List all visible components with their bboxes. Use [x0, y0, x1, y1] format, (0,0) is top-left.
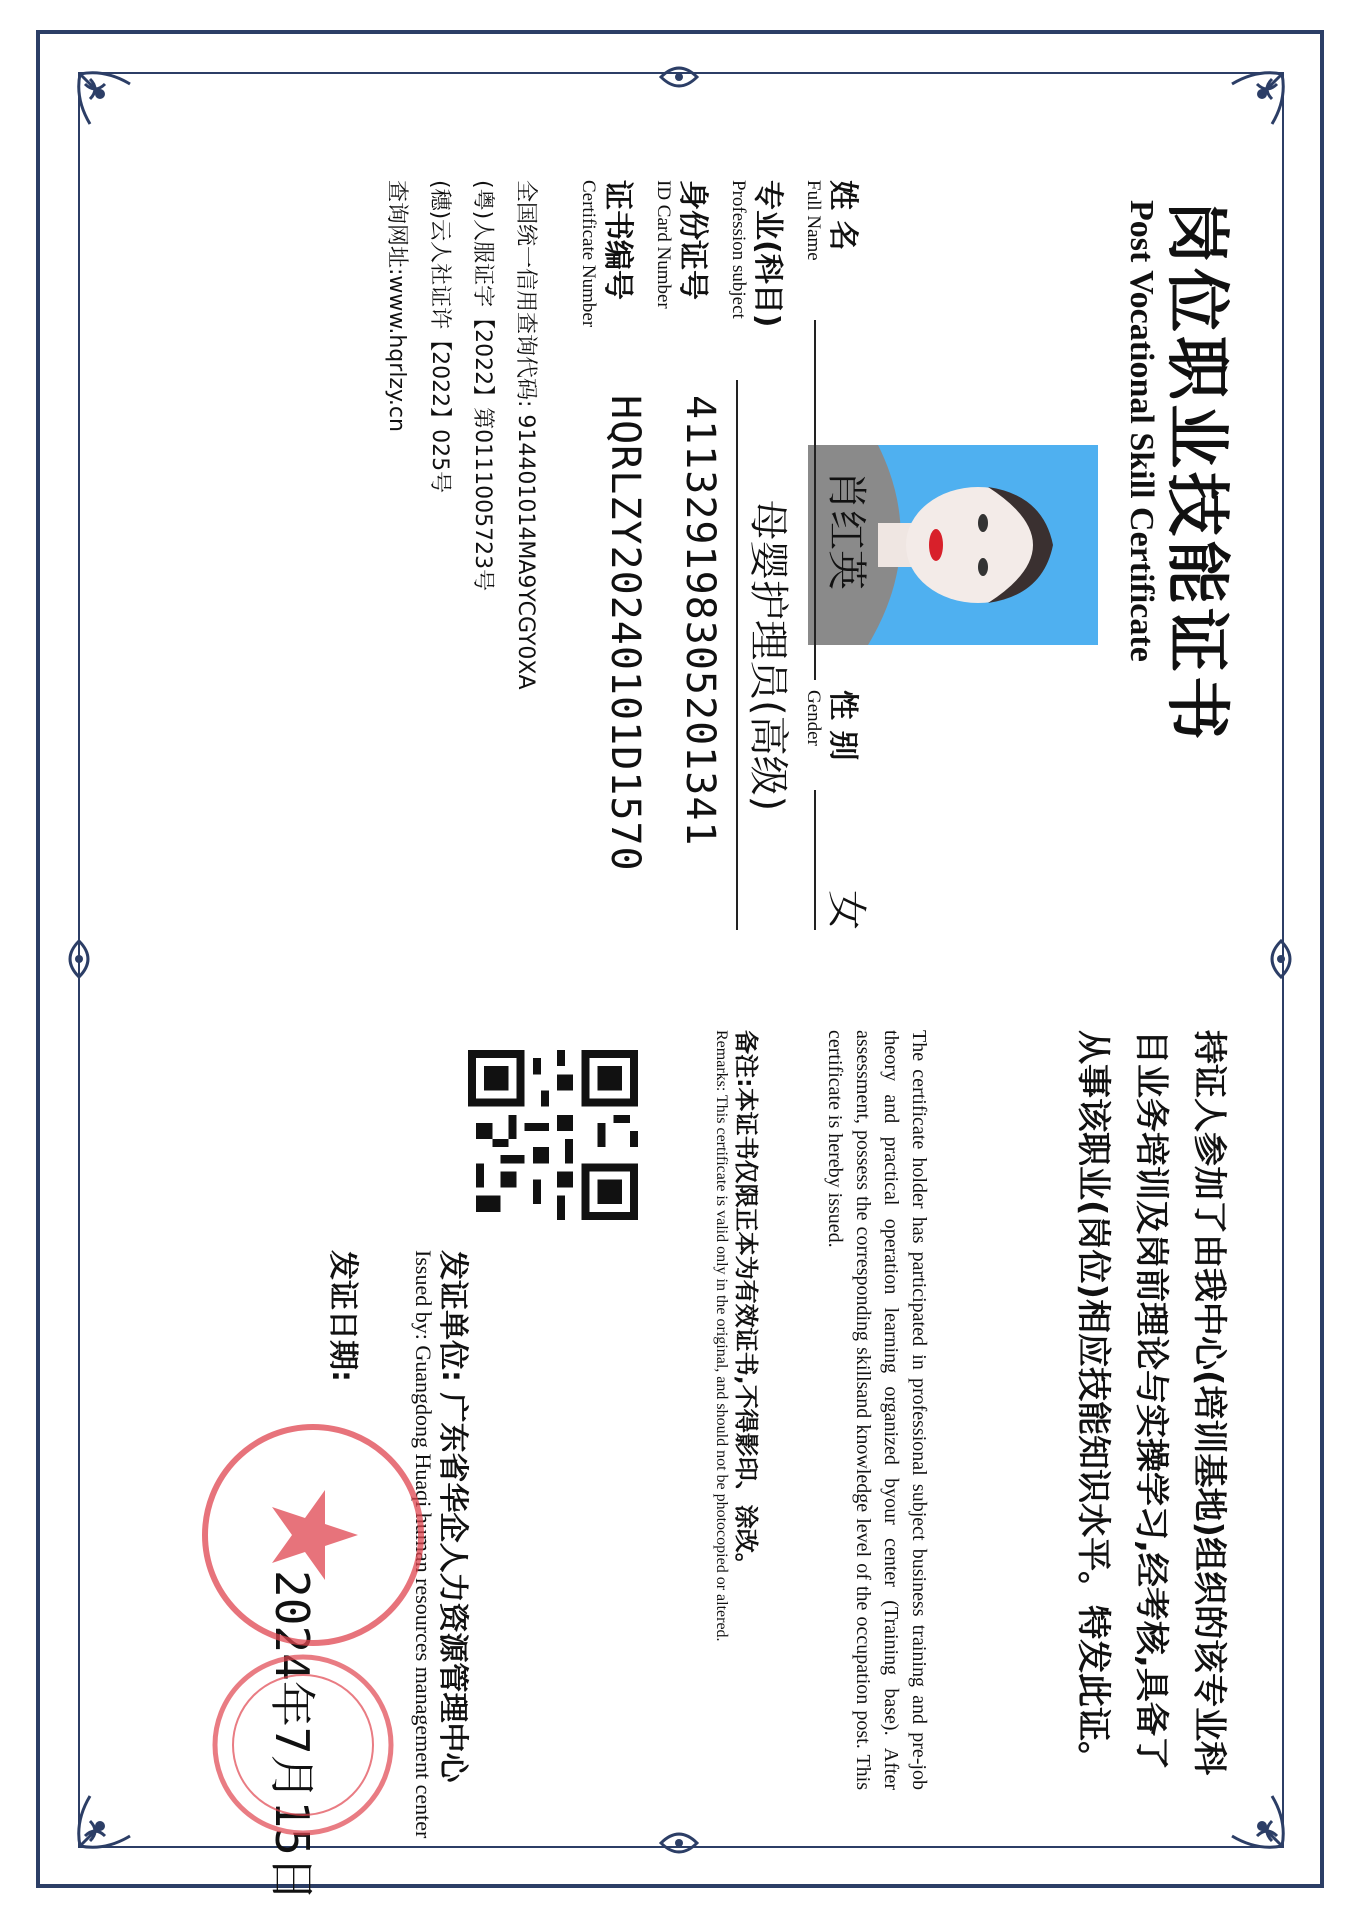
credit-code-line: 全国统一信用查询代码: 914401014MA9YCGY0XA	[513, 180, 538, 690]
license-line-2: (穗)云人社证许【2022】025号	[427, 180, 452, 494]
statement-en: The certificate holder has participated in professional subject business training and pre-job theory and practical operation learning organized byour center (Training base). After assessment, possess the corresponding skillsand knowledge level of the occupation post. This certificate is hereby issued.	[824, 1030, 930, 1790]
official-seal-icon	[208, 1650, 398, 1840]
gender-value: 女	[823, 890, 869, 930]
name-value: 肖红英	[823, 470, 869, 590]
holder-panel	[88, 170, 1278, 1030]
cert-number-label: 证书编号 Certificate Number	[578, 180, 635, 328]
id-label: 身份证号 ID Card Number	[653, 180, 710, 309]
issuer-cn: 发证单位: 广东省华企人力资源管理中心	[435, 1250, 470, 1783]
gender-label: 性 别 Gender	[803, 690, 860, 761]
license-line-1: (粤)人服证字【2022】第0111005723号	[470, 180, 495, 592]
statement-cn: 持证人参加了由我中心(培训基地)组织的该专业科目业务培训及岗前理论与实操学习,经考核,具备了从事该职业(岗位)相应技能知识水平。特发此证。	[1073, 1030, 1229, 1776]
cert-number-value: HQRLZY20240101D1570	[602, 395, 648, 872]
issue-date-label: 发证日期:	[325, 1250, 360, 1382]
title-en: Post Vocational Skill Certificate	[1123, 200, 1160, 662]
gender-underline	[814, 790, 816, 930]
title-cn: 岗位职业技能证书	[1159, 200, 1233, 744]
profession-underline	[736, 380, 738, 930]
issuer-en: Issued by: Guangdong Huaqi human resources management center	[411, 1250, 436, 1839]
official-seal-icon	[198, 1420, 428, 1650]
profession-label: 专业(科目) Profession subject	[728, 180, 785, 328]
name-label: 姓 名 Full Name	[803, 180, 860, 261]
certificate	[88, 80, 1278, 1902]
qr-code-icon	[468, 1050, 638, 1220]
profession-value: 母婴护理员(高级)	[745, 500, 791, 812]
query-url: 查询网址:www.hqrlzy.cn	[384, 180, 409, 432]
remark-en: Remarks: This certificate is valid only in the original, and should not be photocopied or altered.	[713, 1030, 730, 1642]
statement-panel	[88, 1010, 1278, 1902]
remark-cn: 备注:本证书仅限正本为有效证书,不得影印、涂改。	[732, 1030, 760, 1577]
name-underline	[814, 320, 816, 680]
id-value: 411329198305201341	[677, 395, 723, 847]
issue-date-value: 2024年7月15日	[265, 1570, 319, 1902]
